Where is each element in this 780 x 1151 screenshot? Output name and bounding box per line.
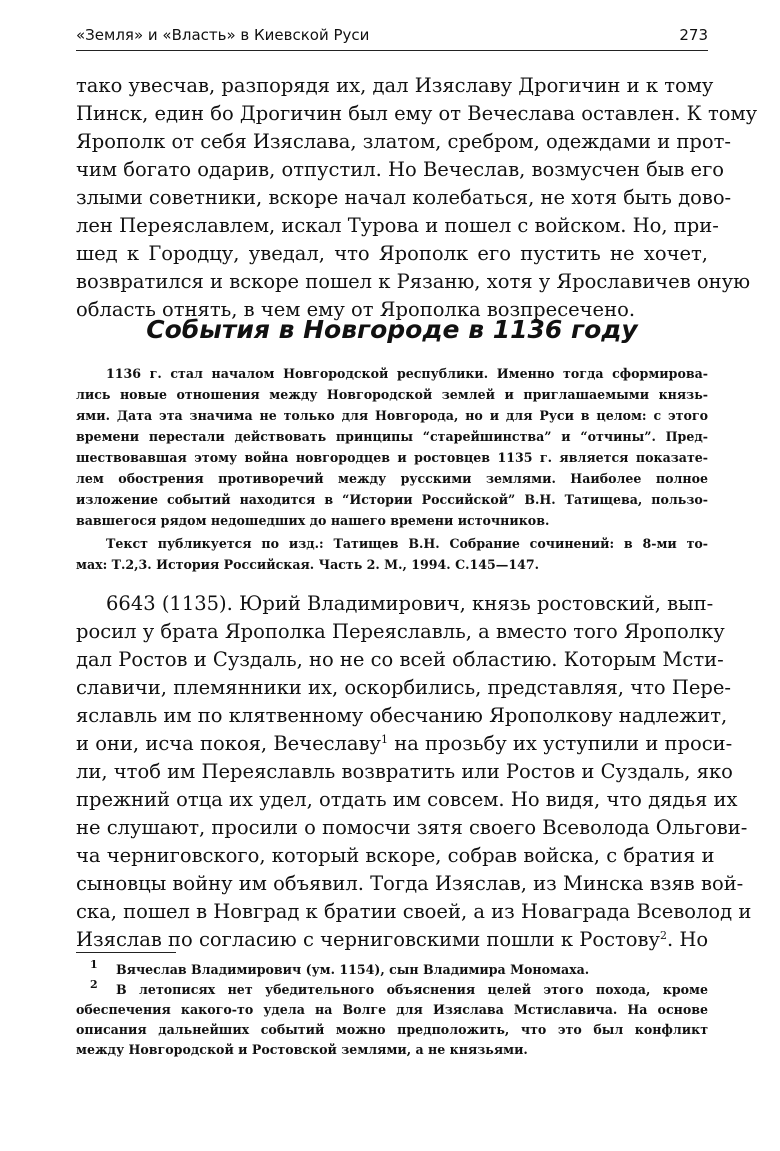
text-line: возвратился и вскоре пошел к Рязаню, хотя у Ярославичев оную (76, 270, 751, 293)
text-line: шед к Городцу, уведал, что Ярополк его пустить не хочет, (76, 242, 708, 265)
text-line: злыми советники, вскоре начал колебаться, не хотя быть дово- (76, 186, 732, 209)
text-line: яславль им по клятвенному обесчанию Ярополкову надлежит, (76, 704, 728, 727)
intro-line: времени перестали действовать принципы “старейшинства” и “отчины”. Пред- (76, 429, 708, 444)
text-line: 6643 (1135). Юрий Владимирович, князь ростовский, вып- (106, 592, 714, 615)
intro-line: ями. Дата эта значима не только для Новгорода, но и для Руси в целом: с этого (76, 408, 708, 423)
text-line: прежний отца их удел, отдать им совсем. Но видя, что дядья их (76, 788, 738, 811)
intro-line: мах: Т.2,3. История Российская. Часть 2. М., 1994. С.145—147. (76, 557, 540, 572)
intro-line: 1136 г. стал началом Новгородской республики. Именно тогда сформирова- (106, 366, 708, 381)
text-line (76, 729, 733, 759)
text-fragment: на прозьбу их уступили и проси- (388, 732, 733, 755)
text-line: сыновцы войну им объявил. Тогда Изяслав, из Минска взяв вой- (76, 872, 744, 895)
intro-line: лись новые отношения между Новгородской землей и приглашаемыми князь- (76, 387, 708, 402)
footnote-line: Вячеслав Владимирович (ум. 1154), сын Владимира Мономаха. (116, 962, 590, 977)
footnote-line: обеспечения какого-то удела на Волге для Изяслава Мстиславича. На основе (76, 1002, 708, 1017)
intro-line: изложение событий находится в “Истории Российской” В.Н. Татищева, пользо- (76, 492, 708, 507)
running-head-title: «Земля» и «Власть» в Киевской Руси (76, 26, 370, 44)
footnote-line: между Новгородской и Ростовской землями, а не князьями. (76, 1042, 528, 1057)
text-line: росил у брата Ярополка Переяславль, а вместо того Ярополку (76, 620, 725, 643)
text-line: тако увесчав, разпорядя их, дал Изяславу Дрогичин и к тому (76, 74, 714, 97)
intro-line: вавшегося рядом недошедших до нашего времени источников. (76, 513, 550, 528)
header-rule (76, 50, 708, 51)
footnote-mark-2: 2 (90, 978, 98, 991)
text-line: не слушают, просили о помосчи зятя своего Всеволода Ольгови- (76, 816, 748, 839)
text-line: дал Ростов и Суздаль, но не со всей областию. Которым Мсти- (76, 648, 724, 671)
text-line (76, 925, 708, 955)
text-line: Пинск, един бо Дрогичин был ему от Вечеслава оставлен. К тому (76, 102, 758, 125)
text-line: лен Переяславлем, искал Турова и пошел с войском. Но, при- (76, 214, 719, 237)
text-fragment: и они, исча покоя, Вечеславу (76, 732, 382, 755)
intro-line: шествовавшая этому война новгородцев и ростовцев 1135 г. является показате- (76, 450, 708, 465)
text-line: ли, чтоб им Переяславль возвратить или Ростов и Суздаль, яко (76, 760, 733, 783)
intro-line: лем обострения противоречий между русскими землями. Наиболее полное (76, 471, 708, 486)
text-line: область отнять, в чем ему от Ярополка возпресечено. (76, 298, 636, 321)
intro-line: Текст публикуется по изд.: Татищев В.Н. Собрание сочинений: в 8-ми то- (106, 536, 708, 551)
text-fragment: . Но (667, 928, 709, 951)
text-fragment: Изяслав по согласию с черниговскими пошли к Ростову (76, 928, 661, 951)
page-number: 273 (679, 26, 708, 44)
text-line: славичи, племянники их, оскорбились, представляя, что Пере- (76, 676, 731, 699)
running-head (76, 22, 708, 48)
footnote-mark-1: 1 (90, 958, 98, 971)
footnote-line: описания дальнейших событий можно предположить, что это был конфликт (76, 1022, 708, 1037)
section-heading: События в Новгороде в 1136 году (146, 315, 638, 344)
footnote-rule (76, 952, 176, 953)
text-line: Ярополк от себя Изяслава, златом, сребром, одеждами и прот- (76, 130, 732, 153)
text-line: ска, пошел в Новград к братии своей, а из Новаграда Всеволод и (76, 900, 752, 923)
footnote-line: В летописях нет убедительного объяснения целей этого похода, кроме (116, 982, 708, 997)
footnote-ref-2[interactable]: 2 (660, 929, 668, 942)
footnote-ref-1[interactable]: 1 (381, 733, 389, 746)
text-line: ча черниговского, который вскоре, собрав войска, с братия и (76, 844, 715, 867)
text-line: чим богато одарив, отпустил. Но Вечеслав, возмусчен быв его (76, 158, 725, 181)
